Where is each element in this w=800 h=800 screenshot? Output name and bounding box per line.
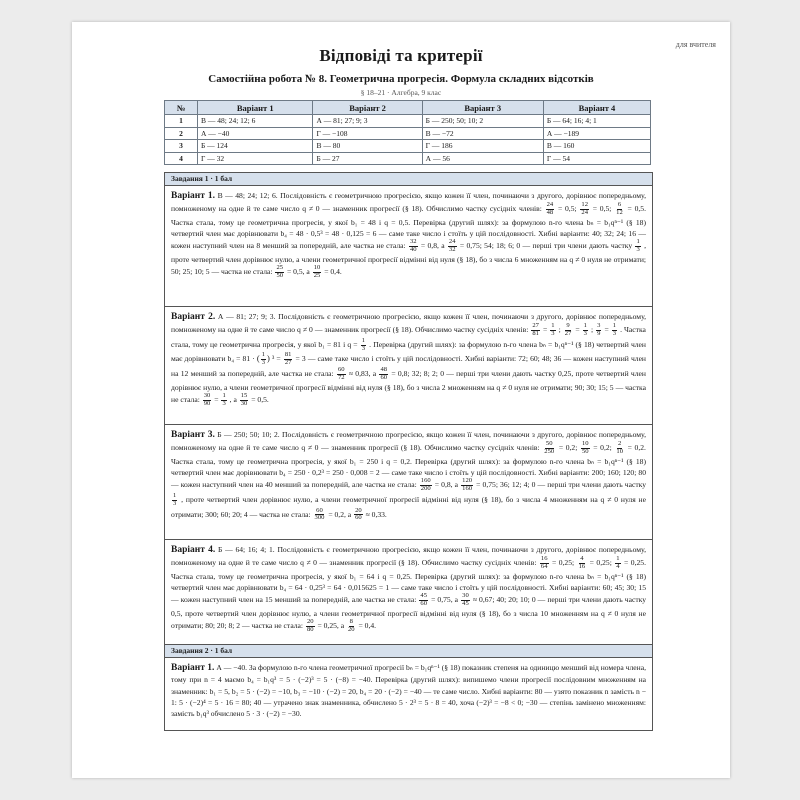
fraction: $\frac{4}{16}$: [578, 555, 586, 571]
fraction: $\frac{1}{3}$: [612, 322, 617, 338]
solution-text: = 0,5, а: [286, 267, 310, 277]
solution-text: = 3 — саме таке число і стоїть у цій послідовності. Хибні варіанти: 72; 60; 48; 36 — кожен наступний член на 12 менший за попередній, але частка не стала:: [171, 354, 646, 379]
solution-text: = 0,25, а: [317, 621, 345, 631]
table-row: [165, 140, 651, 153]
fraction: $\frac{60}{72}$: [337, 366, 345, 381]
fraction: $\frac{1}{3}$: [361, 336, 366, 352]
solution-text: А — −40. За формулою n-го члена геометричної прогресії bₙ = b₁qⁿ⁻¹ (§ 18) показник степеня на одиницю менший від номера члена, тому при n = 4 маємо b₄ = b₁q³ = 5 · (−2)³ = 5 · (−8) = −40. Перевірка (другий шлях): випишемо члени прогресії послідовним множенням на знаменник: b₁ = 5, b₂ = 5 · (−2) = −10, b₃ = −10 · (−2) = 20, b₄ = 20 · (−2) = −40 — те саме число. Хибні варіанти: 80 — узято показник n замість n − 1: 5 · (−2)⁴ = 5 · 16 = 80; 40 — утрачено знак знаменника, обчислено 5 · 2³ = 5 · 8 = 40, хоча (−2)³ = −8 < 0; −30 — степінь замінено множенням: замість b₁q³ обчислено 5 · 3 · (−2) = −30.: [171, 663, 646, 719]
page-subtitle: Самостійна робота № 8. Геометрична прогресія. Формула складних відсотків: [208, 73, 594, 85]
fraction: $\frac{20}{60}$: [355, 506, 362, 522]
fraction: $\frac{1}{3}$: [222, 391, 226, 407]
fraction: $\frac{10}{25}$: [313, 264, 321, 280]
table-cell: 2: [165, 127, 198, 140]
solution-text: = 0,2;: [593, 443, 612, 453]
solution-text: ³ =: [272, 354, 281, 364]
fraction: $\frac{16}{64}$: [540, 555, 548, 571]
solution-text: = 0,25;: [551, 558, 575, 568]
header-number: №: [165, 101, 198, 115]
table-cell: Г — −108: [313, 127, 422, 140]
header-variant-4: Варіант 4: [543, 101, 650, 115]
fraction: $\frac{10}{50}$: [581, 440, 589, 456]
answer-table-header: [165, 101, 651, 115]
table-cell: А — −189: [543, 127, 650, 140]
audience-note: для вчителя: [675, 40, 716, 49]
fraction: $\frac{9}{27}$: [564, 322, 572, 338]
solution-text: = 0,8, а: [434, 480, 459, 490]
solution-text: =: [604, 325, 609, 335]
solution-text: ;: [590, 325, 594, 335]
solution-text: = 0,5;: [592, 204, 612, 214]
solution-text: Б — 250; 50; 10; 2. Послідовність є геометричною прогресією, якщо кожен її член, починаючи з другого, дорівнює попередньому, помноженому на одне й те саме число q ≠ 0 — знаменник прогресії (§ 18). Обчислимо частку сусідніх членів:: [171, 430, 646, 453]
page-title: Відповіді та критерії: [319, 46, 483, 65]
fraction: $\frac{20}{80}$: [306, 618, 314, 634]
fraction: $\frac{60}{300}$: [314, 506, 325, 522]
solution-text: = 0,25;: [589, 558, 612, 568]
fraction: $\frac{27}{81}$: [532, 322, 539, 338]
answer-key-page: [72, 22, 730, 778]
table-cell: 3: [165, 140, 198, 153]
table-cell: Г — 32: [198, 152, 313, 165]
answer-table: [164, 100, 651, 165]
solution-text: А — 81; 27; 9; 3. Послідовність є геометричною прогресією, якщо кожен її член, починаючи з другого, дорівнює попередньому, помноженому на одне й те саме число q ≠ 0 — знаменник прогресії (§ 18). Обчислимо частку сусідніх членів:: [171, 312, 647, 335]
solution-text: = 0,2, а: [328, 509, 352, 519]
solution-text: ≈ 0,83, а: [348, 369, 377, 379]
header-variant-2: Варіант 2: [313, 101, 422, 115]
table-row: [165, 152, 651, 165]
solution-text: = 0,5.: [251, 395, 269, 405]
fraction: $\frac{1}{3}$: [636, 238, 640, 254]
fraction: $\frac{81}{27}$: [284, 351, 292, 367]
fraction: $\frac{1}{3}$: [551, 322, 555, 338]
fraction: $\frac{1}{3}$: [583, 322, 587, 338]
solution-text: = 0,75; 54; 18; 6; 0 — перші три члени дають частку: [459, 241, 633, 251]
task-1-heading: Завдання 1 · 1 бал: [165, 173, 652, 186]
solution-text: = 0,2;: [558, 443, 578, 453]
fraction: $\frac{2}{10}$: [616, 440, 623, 456]
fraction: $\frac{48}{60}$: [380, 366, 388, 381]
solution-text: = 0,75; 36; 12; 4; 0 — перші три члени дають частку: [476, 480, 647, 490]
task-2-section: [164, 644, 653, 731]
solution-text: = 0,8, а: [420, 241, 445, 251]
fraction: $\frac{15}{30}$: [240, 391, 248, 407]
header-variant-3: Варіант 3: [422, 101, 543, 115]
task-1-section: [164, 172, 653, 655]
task-2-heading: Завдання 2 · 1 бал: [165, 645, 652, 658]
task-1-variant-2: Варіант 2. А — 81; 27; 9; 3. Послідовність є геометричною прогресією, якщо кожен її член, починаючи з другого, дорівнює попередньому, помноженому на одне й те саме число q ≠ 0 — знаменник прогресії (§ 18). Обчислимо частку сусідніх членів: $\frac{27}{81}$ = $\frac{1}{3}$ ; $\frac{9}{27}$ = $\frac{1}{3}$ ; $\frac{3}{9}$ = $\frac{1}{3}$ . Частка стала, тому це геометрична прогресія, у якої b₁ = 81 і q = $\frac{1}{3}$ . Перевірка (другий шлях): за формулою n-го члена bₙ = b₁qⁿ⁻¹ (§ 18) четвертий член має дорівнювати b₄ = 81 · ( $\frac{1}{3}$ ) ³ = $\frac{81}{27}$ = 3 — саме таке число і стоїть у цій послідовності. Хибні варіанти: 72; 60; 48; 36 — кожен наступний член на 12 менший за попередній, але частка не стала: $\frac{60}{72}$ ≈ 0,83, а $\frac{48}{60}$ = 0,8; 32; 8; 2; 0 — перші три члени дають частку 0,25, проте четвертий член дорівнює нулю, а члени геометричної прогресії відмінні від нуля (§ 18), бо з числа 2 множенням на q ≠ 0 нуля не отримати; 90; 30; 15; 5 — частка не стала: $\frac{30}{90}$ = $\frac{1}{3}$ , а $\frac{15}{30}$ = 0,5.: [165, 307, 652, 425]
fraction: $\frac{1}{3}$: [261, 351, 266, 367]
solution-text: = 0,2. Частка стала, тому це геометрична прогресія, у якої b₁ = 250 і q = 0,2. Перевірка (другий шлях): за формулою n-го члена bₙ = b₁qⁿ⁻¹ (§ 18) четвертий член має дорівнювати b₄ = 250 · 0,2³ = 250 · 0,008 = 2 — саме таке число і стоїть у цій послідовності. Хибні варіанти: 200; 160; 120; 80 — кожен наступний член на 40 менший за попередній, але частка не стала:: [171, 443, 646, 490]
solution-text: = 0,5;: [557, 204, 577, 214]
solution-text: = 0,4.: [324, 267, 342, 277]
task-2-variant-1: [165, 658, 652, 730]
fraction: $\frac{30}{90}$: [203, 391, 211, 407]
solution-text: , а: [229, 395, 237, 405]
solution-text: ≈ 0,33.: [365, 509, 387, 519]
table-cell: Г — 186: [422, 140, 543, 153]
page-meta: § 18–21 · Алгебра, 9 клас: [360, 88, 442, 97]
fraction: $\frac{25}{50}$: [276, 264, 284, 280]
solution-text: Б — 64; 16; 4; 1. Послідовність є геометричною прогресією, якщо кожен її член, починаючи з другого, дорівнює попередньому, помноженому на одне й те саме число q ≠ 0 — знаменник прогресії (§ 18). Обчислимо частку сусідніх членів:: [171, 545, 646, 568]
solution-text: =: [575, 325, 580, 335]
variant-label: Варіант 1.: [171, 663, 215, 673]
table-cell: Б — 27: [313, 152, 422, 165]
table-cell: А — −40: [198, 127, 313, 140]
solution-text: , проте четвертий член дорівнює нулю, а члени геометричної прогресії відмінні від нуля (§ 18), бо з числа 6 множенням на q ≠ 0 нуля не отримати; 50; 25; 10; 5 — частка не стала:: [171, 241, 647, 277]
variant-label: Варіант 3.: [171, 430, 215, 440]
solution-text: =: [542, 325, 548, 335]
task-1-variant-3: [165, 425, 652, 540]
variant-label: Варіант 1.: [171, 191, 216, 201]
fraction: $\frac{8}{20}$: [347, 618, 355, 634]
task-1-variant-1: [165, 186, 652, 307]
solution-text: =: [214, 395, 219, 405]
solution-text: ;: [558, 325, 561, 335]
variant-label: Варіант 2.: [171, 312, 216, 322]
fraction: $\frac{45}{60}$: [420, 592, 427, 608]
solution-text: . Перевірка (другий шлях): за формулою n-го члена bₙ = b₁qⁿ⁻¹ (§ 18) четвертий член має дорівнювати b₄ = 81 ·: [171, 339, 646, 364]
solution-text: = 0,8; 32; 8; 2; 0 — перші три члени дають частку 0,25, проте четвертий член дорівнює нулю, а члени геометричної прогресії відмінні від нуля (§ 18), бо з числа 2 множенням на q ≠ 0 нуля не отримати; 90; 30; 15; 5 — частка не стала:: [171, 369, 646, 405]
table-cell: Г — 54: [543, 152, 650, 165]
table-cell: Б — 64; 16; 4; 1: [543, 115, 650, 128]
fraction: $\frac{50}{250}$: [544, 440, 555, 456]
table-cell: В — 160: [543, 140, 650, 153]
table-cell: В — 48; 24; 12; 6: [198, 115, 313, 128]
fraction: $\frac{120}{160}$: [462, 477, 473, 493]
solution-text: = 0,5. Частка стала, тому це геометрична прогресія, у якої b₁ = 48 і q = 0,5. Перевірка (другий шлях): за формулою n-го члена bₙ = b₁qⁿ⁻¹ (§ 18) четвертий член має дорівнювати b₄ = 48 · 0,5³ = 48 · 0,125 = 6 — саме таке число і стоїть у цій послідовності. Хибні варіанти: 40; 32; 24; 16 — кожен наступний член на 8 менший за попередній, але частка не стала:: [171, 204, 646, 251]
solution-text: . Частка стала, тому це геометрична прогресія, у якої b₁ = 81 і q =: [171, 325, 646, 349]
fraction: $\frac{6}{12}$: [616, 201, 623, 217]
fraction: $\frac{160}{200}$: [420, 477, 431, 493]
table-row: [165, 115, 651, 128]
table-cell: Б — 250; 50; 10; 2: [422, 115, 543, 128]
task-1-variant-4: [165, 540, 652, 654]
header-variant-1: Варіант 1: [198, 101, 313, 115]
solution-text: = 0,75, а: [431, 595, 459, 605]
table-cell: В — −72: [422, 127, 543, 140]
solution-text: ≈ 0,67; 40; 20; 10; 0 — перші три члени дають частку 0,5, проте четвертий член дорівнює нулю, а члени геометричної прогресії відмінні від нуля (§ 18), бо з числа 10 множенням на q ≠ 0 нуля не отримати; 80; 20; 8; 2 — частка не стала:: [171, 595, 647, 631]
solution-text: , проте четвертий член дорівнює нулю, а члени геометричної прогресії відмінні від нуля (§ 18), бо з числа 4 множенням на q ≠ 0 нуля не отримати; 300; 60; 20; 4 — частка не стала:: [171, 495, 646, 519]
solution-text: В — 48; 24; 12; 6. Послідовність є геометричною прогресією, якщо кожен її член, починаючи з другого, дорівнює попередньому, помноженому на одне й те саме число q ≠ 0 — знаменник прогресії (§ 18). Обчислимо частку сусідніх членів:: [171, 191, 646, 214]
table-cell: Б — 124: [198, 140, 313, 153]
variant-label: Варіант 4.: [171, 545, 216, 555]
table-cell: 1: [165, 115, 198, 128]
fraction: $\frac{1}{3}$: [173, 492, 177, 507]
table-cell: В — 80: [313, 140, 422, 153]
table-cell: А — 56: [422, 152, 543, 165]
fraction: $\frac{24}{32}$: [448, 238, 456, 254]
fraction: $\frac{24}{48}$: [546, 201, 554, 217]
table-row: [165, 127, 651, 140]
table-cell: 4: [165, 152, 198, 165]
fraction: $\frac{12}{24}$: [581, 201, 588, 217]
fraction: $\frac{32}{40}$: [409, 238, 417, 254]
fraction: $\frac{30}{45}$: [462, 592, 469, 608]
fraction: $\frac{1}{4}$: [616, 555, 620, 571]
solution-text: = 0,25. Частка стала, тому це геометрична прогресія, у якої b₁ = 64 і q = 0,25. Перевірка (другий шлях): за формулою n-го члена bₙ = b₁qⁿ⁻¹ (§ 18) четвертий член має дорівнювати b₄ = 64 · 0,25³ = 64 · 0,015625 = 1 — саме таке число і стоїть у цій послідовності. Хибні варіанти: 60; 45; 30; 15 — кожен наступний член на 15 менший за попередній, але частка не стала:: [171, 558, 646, 605]
solution-text: = 0,4.: [358, 621, 377, 631]
fraction: $\frac{3}{9}$: [597, 322, 601, 338]
table-cell: А — 81; 27; 9; 3: [313, 115, 422, 128]
